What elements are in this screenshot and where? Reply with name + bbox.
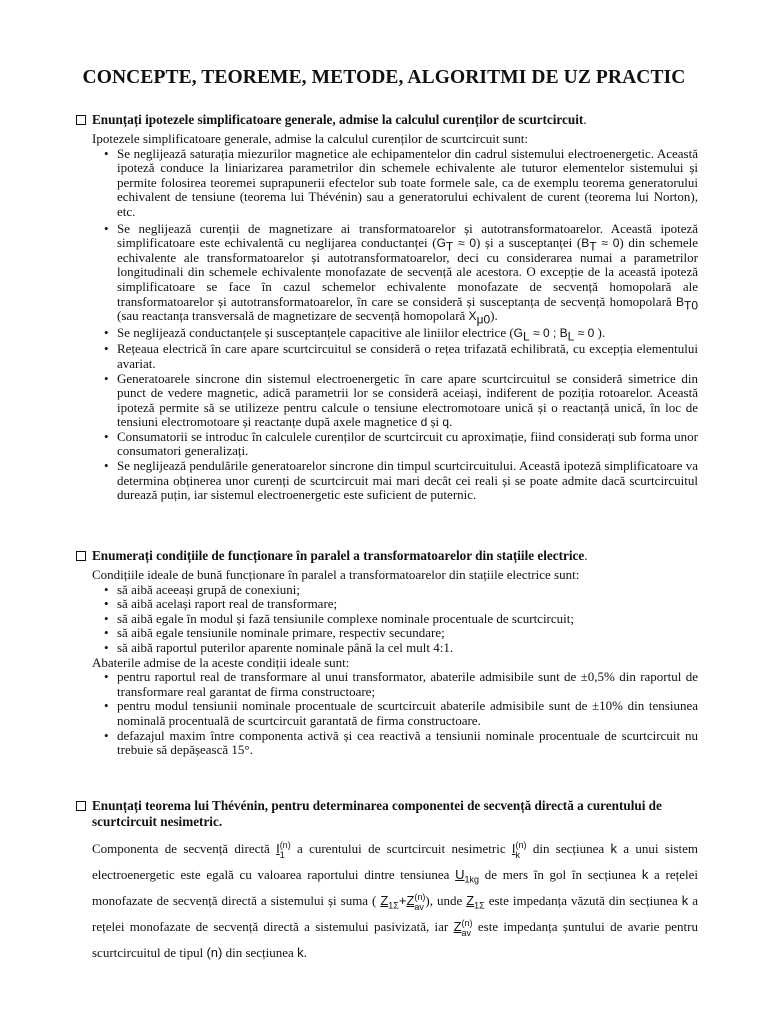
section-parallel-conditions — [74, 548, 698, 758]
voltage-u1kg-symbol: $U_{1kg}$ — [455, 867, 480, 885]
section-thevenin-theorem — [74, 798, 698, 966]
impedance-z1s-symbol: $Z_{1\Sigma}$ — [466, 893, 485, 911]
list-item: • să aibă egale în modul și fază tensiunile complexe nominale procentuale de scurtcircuit; — [92, 612, 698, 627]
list-item: • Se neglijează conductanțele și susceptanțele capacitive ale liniilor electrice ($G_L \approx 0$ ; $B_L \approx 0$ ). — [92, 326, 698, 341]
question-text: Enumerați condițiile de funcționare în paralel a transformatoarelor din stațiile electrice — [92, 548, 585, 563]
list-item: • să aibă egale tensiunile nominale primare, respectiv secundare; — [92, 626, 698, 641]
section-body — [74, 568, 698, 758]
impedance-sum-symbol: $Z_{1\Sigma}+Z$ (n) av — [380, 891, 426, 912]
deviations-intro: Abaterile admise de la aceste condiții ideale sunt: — [92, 654, 350, 670]
question-heading — [74, 798, 698, 830]
list-item: • pentru raportul real de transformare al unui transformator, abaterile admisibile sunt de ±0,5% din raportul de transformare real garantat de firma constructoare; — [92, 670, 698, 699]
list-item: • să aibă același raport real de transformare; — [92, 597, 698, 612]
list-item: • Generatoarele sincrone din sistemul electroenergetic în care apare scurtcircuitul se consideră simetrice din punct de vedere magnetic, adică parametrii lor se consideră aceiași, indiferent de poziția rotoarelor. Această ipoteză permite să se utilizeze pentru calcule o tensiune electromotoare unică și o reactanță unică, în loc de tensiuni electromotoare și reactanțe după axele magnetice d și q. — [92, 372, 698, 430]
current-ik-symbol: I (n) k — [511, 839, 527, 860]
question-text: Enunțați ipotezele simplificatoare generale, admise la calculul curenților de scurtcircuit — [92, 112, 584, 127]
conditions-list — [92, 583, 698, 656]
section-body — [74, 132, 698, 503]
page-title: CONCEPTE, TEOREME, METODE, ALGORITMI DE UZ PRACTIC — [82, 67, 686, 88]
list-item: • Rețeaua electrică în care apare scurtcircuitul se consideră o rețea trifazată echilibrată, cu excepția elementului avariat. — [92, 342, 698, 371]
theorem-statement: Componenta de secvență directă I (n) 1 a curentului de scurtcircuit nesimetric I (n) k din secțiunea k a unui sistem electroenergetic este egală cu valoarea raportului dintre tensiunea $U_{1kg}$ de mers în gol în secțiunea k a rețelei monofazate de secvență directă a sistemului și suma ( $Z_{1\Sigma}+Z$ (n) av ), unde $Z_{1\Sigma}$ este impedanța văzută din secțiunea k a rețelei monofazate de secvență directă a sistemului pasivizată, iar Z (n) av este impedanța șuntului de avarie pentru scurtcircuitul de tipul (n) din secțiunea k. — [92, 839, 699, 960]
impedance-zav-symbol: Z (n) av — [453, 917, 473, 938]
question-heading: Enunțați ipotezele simplificatoare generale, admise la calculul curenților de scurtcircuit. — [74, 112, 698, 128]
list-item: • să aibă raportul puterilor aparente nominale până la cel mult 4:1. — [92, 641, 698, 656]
question-text: Enunțați teorema lui Thévénin, pentru determinarea componentei de secvență directă a curentului de scurtcircuit nesimetric. — [92, 798, 662, 829]
assumption-list — [92, 147, 698, 503]
question-heading: Enumerați condițiile de funcționare în paralel a transformatoarelor din stațiile electrice. — [74, 548, 698, 564]
list-item: • Se neglijează pendulările generatoarelor sincrone din timpul scurtcircuitului. Această ipoteză simplificatoare va determina obținerea unor curenți de scurtcircuit mai mari decât cei reali și se poate admite dacă scurtcircuitul durează puțin, iar sistemul electroenergetic este suficient de puternic. — [92, 459, 698, 503]
list-item: • Se neglijează saturația miezurilor magnetice ale echipamentelor din cadrul sistemului electroenergetic. Această ipoteză conduce la liniarizarea parametrilor din schemele echivalente ale tuturor elementelor sistemului și permite folosirea teoremei suprapunerii efectelor sub toate formele sale, ca de exemplu teorema generatorului echivalent de tensiune (teorema lui Thévénin) sau a generatorului echivalent de curent (teorema lui Norton), etc. — [92, 147, 698, 220]
list-item: • Consumatorii se introduc în calculele curenților de scurtcircuit cu aproximație, fiind considerați sub forma unor consumatori generalizați. — [92, 430, 698, 459]
checkbox-bullet-icon — [76, 801, 86, 811]
section-simplifying-assumptions — [74, 112, 698, 503]
list-item: • să aibă aceeași grupă de conexiuni; — [92, 583, 698, 598]
list-item: • pentru modul tensiunii nominale procentuale de scurtcircuit abaterile admisibile sunt de ±10% din tensiunea nominală procentuală de scurtcircuit garantată de firma constructoare. — [92, 699, 698, 728]
list-item: • Se neglijează curenții de magnetizare ai transformatoarelor și autotransformatoarelor. Această ipoteză simplificatoare este echivalentă cu neglijarea conductanței $(G_T \approx 0)$ și a susceptanței $(B_T \approx 0)$ din schemele echivalente ale transformatoarelor și autotransformatoarelor, deci cu considerarea numai a parametrilor longitudinali din schemele echivalente monofazate de secvență ale acestora. O excepție de la această ipoteză simplificatoare se face în cazul schemelor echivalente monofazate de secvență homopolară ale transformatoarelor și autotransformatoarelor, în care se consideră și susceptanța de secvență homopolară $B_{T0}$ (sau reactanța transversală de magnetizare de secvență homopolară $X_{\mu 0}$). — [92, 222, 698, 324]
checkbox-bullet-icon — [76, 551, 86, 561]
deviations-list — [92, 670, 698, 758]
current-i1-symbol: I (n) 1 — [276, 839, 291, 860]
intro-text: Ipotezele simplificatoare generale, admise la calculul curenților de scurtcircuit sunt: — [92, 131, 529, 146]
list-item: • defazajul maxim între componenta activă și cea reactivă a tensiunii nominale procentuale de scurtcircuit nu trebuie să depășească 15°. — [92, 729, 698, 758]
checkbox-bullet-icon — [76, 115, 86, 125]
intro-text: Condițiile ideale de bună funcționare în paralel a transformatoarelor din stațiile electrice sunt: — [92, 567, 580, 582]
